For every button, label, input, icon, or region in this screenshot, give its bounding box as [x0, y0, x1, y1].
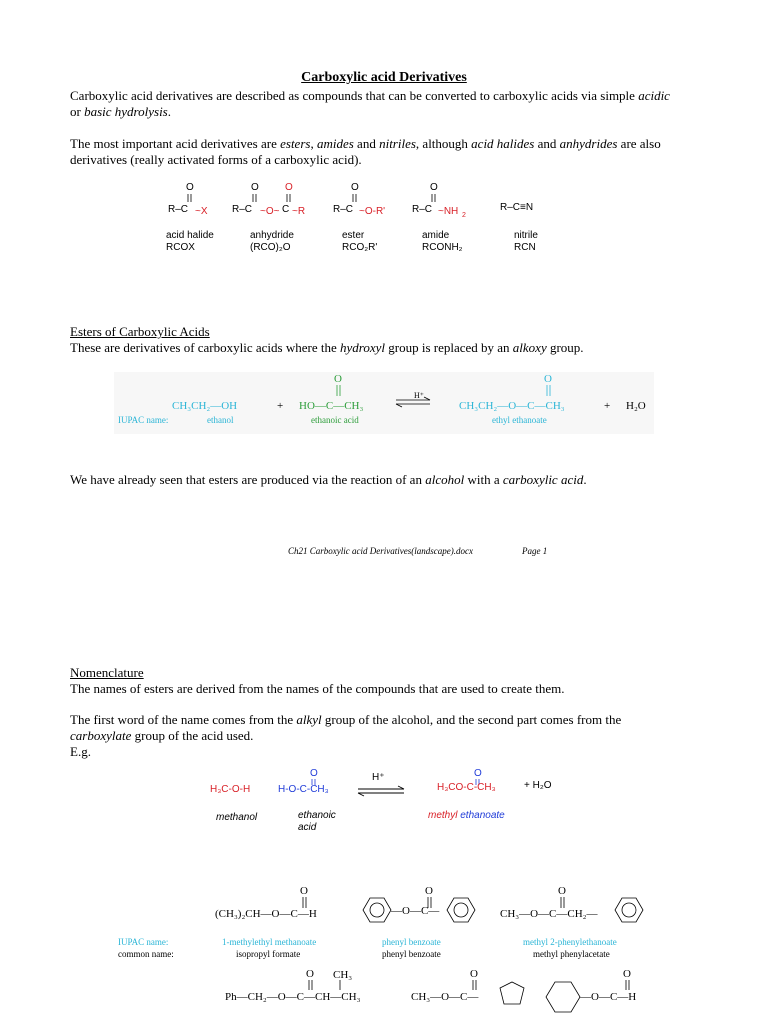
ex4-substituent: CH₃	[333, 969, 353, 981]
nomenclature-heading: Nomenclature	[70, 665, 144, 680]
footer-page-number: Page 1	[522, 546, 548, 556]
product-ester: CH₃CH₂—O—C—CH₃	[459, 400, 565, 412]
name-ethanoic-acid: ethanoic acid	[311, 415, 359, 425]
deriv-label-3: ester RCO₂R'	[342, 230, 378, 253]
svg-text:O: O	[474, 768, 482, 779]
important-paragraph	[70, 136, 730, 168]
reaction2-name-acid: ethanoic acid	[298, 810, 336, 833]
ex2-iupac: phenyl benzoate	[382, 937, 441, 947]
nomenclature-p2: The first word of the name comes from the alkyl group of the alcohol, and the second part comes from the carboxylate group of the acid used. E.g.	[70, 712, 622, 759]
intro-text: Carboxylic acid derivatives are described as compounds that can be converted to carboxylic acids via simple	[70, 88, 639, 103]
svg-text:O: O	[558, 885, 566, 897]
intro-end: .	[167, 104, 171, 119]
reaction1-catalyst: H⁺	[414, 391, 424, 400]
svg-text:2: 2	[462, 212, 466, 219]
svg-text:—O—C—: —O—C—	[391, 905, 440, 917]
svg-text:O: O	[425, 885, 433, 897]
esters-heading: Esters of Carboxylic Acids	[70, 324, 210, 339]
intro-acidic: acidic	[638, 88, 670, 103]
reaction2-name-product: methyl ethanoate	[428, 810, 505, 821]
footer-doc-name: Ch21 Carboxylic acid Derivatives(landscape).docx	[288, 546, 473, 556]
already-paragraph: We have already seen that esters are produced via the reaction of an alcohol with a carboxylic acid.	[70, 472, 587, 487]
intro-paragraph	[70, 88, 710, 120]
ex2-common: phenyl benzoate	[382, 949, 441, 959]
ex1-iupac: 1-methylethyl methanoate	[222, 937, 317, 947]
svg-text:O: O	[470, 968, 478, 980]
ex6-formula: —O—C—H	[580, 991, 637, 1003]
name-ethyl-ethanoate: ethyl ethanoate	[492, 415, 547, 425]
ex3-iupac: methyl 2-phenylethanoate	[523, 937, 617, 947]
svg-text:O: O	[251, 182, 259, 193]
svg-text:O: O	[310, 768, 318, 779]
reaction2-methanol: H₃C-O-H	[210, 784, 251, 795]
examples-iupac-label: IUPAC name:	[118, 937, 169, 947]
svg-text:~NH: ~NH	[438, 206, 459, 217]
reaction2-catalyst: H⁺	[372, 772, 385, 783]
name-ethanol: ethanol	[207, 415, 234, 425]
svg-text:O: O	[544, 373, 552, 385]
examples-common-label: common name:	[118, 949, 174, 959]
reaction1-plus: +	[277, 400, 284, 412]
imp-nitriles: nitriles	[379, 136, 416, 151]
intro-basic: basic hydrolysis	[84, 104, 168, 119]
imp-p1: The most important acid derivatives are	[70, 136, 281, 151]
svg-text:O: O	[334, 373, 342, 385]
reaction2-product: H₃CO-C-CH₃	[437, 782, 496, 793]
reaction2-name-methanol: methanol	[216, 812, 258, 823]
imp-p2: , although	[415, 136, 472, 151]
ex1-common: isopropyl formate	[236, 949, 301, 959]
svg-text:O: O	[186, 182, 194, 193]
deriv-label-4: amide RCONH₂	[422, 230, 463, 253]
svg-text:O: O	[285, 182, 293, 193]
svg-text:R–C≡N: R–C≡N	[500, 202, 534, 213]
nomenclature-p1: The names of esters are derived from the names of the compounds that are used to create them.	[70, 681, 565, 696]
svg-text:O: O	[430, 182, 438, 193]
reactant-ethanol: CH₃CH₂—OH	[172, 400, 238, 412]
ex4-formula: Ph—CH₂—O—C—CH—CH₃	[225, 991, 361, 1003]
svg-text:~X: ~X	[195, 206, 208, 217]
svg-text:O: O	[306, 968, 314, 980]
imp-esters: esters	[280, 136, 311, 151]
imp-c1: ,	[310, 136, 317, 151]
imp-p3: are also	[617, 136, 661, 151]
reaction2-acid: H-O-C-CH₃	[278, 784, 329, 795]
svg-text:R–C: R–C	[333, 204, 354, 215]
svg-text:~O~: ~O~	[260, 206, 280, 217]
reactant-acid: HO—C—CH₃	[299, 400, 364, 412]
imp-and2: and	[534, 136, 560, 151]
imp-and1: and	[353, 136, 380, 151]
imp-anhydrides: anhydrides	[559, 136, 618, 151]
deriv-label-1: acid halide RCOX	[166, 230, 214, 253]
derivative-structures	[0, 176, 768, 224]
ex1-formula: (CH₃)₂CH—O—C—H	[215, 908, 317, 920]
svg-text:~R: ~R	[292, 206, 306, 217]
reaction1-plus2: +	[604, 400, 611, 412]
imp-amides: amides	[316, 136, 354, 151]
deriv-label-5: nitrile RCN	[514, 230, 538, 253]
reaction2-diagram	[0, 764, 768, 804]
imp-halides: acid halides	[471, 136, 535, 151]
examples-row2-diagram	[0, 966, 768, 1024]
svg-text:R–C: R–C	[168, 204, 189, 215]
svg-text:C: C	[282, 204, 290, 215]
deriv-label-2: anhydride (RCO)₂O	[250, 230, 294, 253]
ex5-formula: CH₃—O—C—	[411, 991, 479, 1003]
esters-desc: These are derivatives of carboxylic acids where the hydroxyl group is replaced by an alkoxy group.	[70, 340, 584, 355]
svg-text:~O-R': ~O-R'	[359, 206, 386, 217]
ex3-formula: CH₃—O—C—CH₂—	[500, 908, 598, 920]
svg-text:R–C: R–C	[232, 204, 253, 215]
svg-text:O: O	[351, 182, 359, 193]
svg-text:R–C: R–C	[412, 204, 433, 215]
product-water: H₂O	[626, 400, 646, 412]
reaction2-water: + H₂O	[524, 780, 552, 791]
reaction1-iupac-label: IUPAC name:	[118, 415, 169, 425]
page-title: Carboxylic acid Derivatives	[301, 70, 467, 85]
imp-line2: derivatives (really activated forms of a carboxylic acid).	[70, 152, 362, 167]
svg-text:O: O	[623, 968, 631, 980]
intro-or: or	[70, 104, 85, 119]
ex3-common: methyl phenylacetate	[533, 949, 610, 959]
svg-text:O: O	[300, 885, 308, 897]
examples-row1-diagram	[0, 882, 768, 934]
